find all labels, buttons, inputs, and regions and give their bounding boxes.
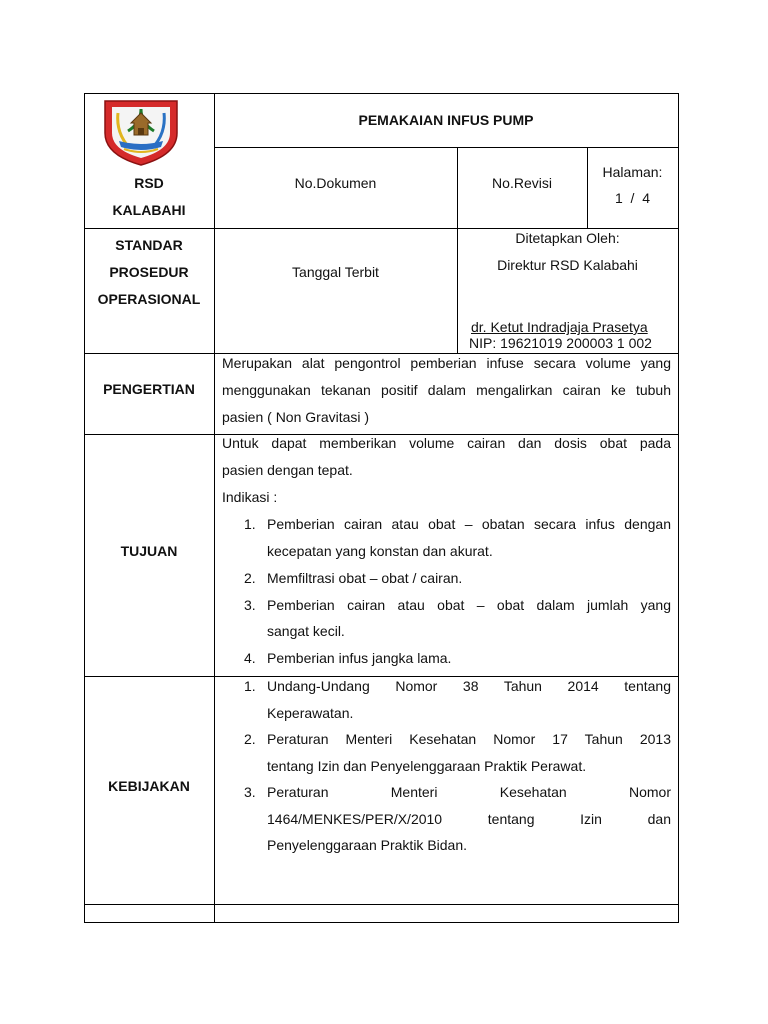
sop-label-line1: STANDAR: [115, 237, 183, 253]
list-item-number: 1.: [244, 516, 256, 532]
list-item-line: Peraturan Menteri Kesehatan Nomor 17 Tahun 2013: [267, 731, 671, 747]
institution-name-line1: RSD: [134, 175, 164, 191]
pengertian-line: pasien ( Non Gravitasi ): [222, 409, 370, 425]
document-number-label: No.Dokumen: [294, 175, 377, 191]
pengertian-heading: PENGERTIAN: [103, 381, 195, 397]
sop-label-line2: PROSEDUR: [109, 264, 189, 280]
table-rule: [84, 228, 679, 229]
tujuan-intro-line: Untuk dapat memberikan volume cairan dan dosis obat pada: [222, 435, 671, 451]
issue-date-label: Tanggal Terbit: [292, 264, 379, 280]
list-item-number: 4.: [244, 650, 256, 666]
list-item-number: 2.: [244, 731, 256, 747]
tujuan-heading: TUJUAN: [120, 543, 178, 559]
list-item-line: kecepatan yang konstan dan akurat.: [267, 543, 493, 559]
list-item-line: Pemberian cairan atau obat – obatan secara infus dengan: [267, 516, 671, 532]
list-item-line: Keperawatan.: [267, 705, 354, 721]
list-item-line: Penyelenggaraan Praktik Bidan.: [267, 837, 468, 853]
regional-government-emblem-icon: [101, 97, 181, 167]
page-label: Halaman:: [602, 164, 663, 180]
set-by-label: Ditetapkan Oleh:: [515, 230, 620, 246]
list-item-line: Peraturan Menteri Kesehatan Nomor: [267, 784, 671, 800]
list-item-line: Pemberian infus jangka lama.: [267, 650, 452, 666]
kebijakan-heading: KEBIJAKAN: [108, 778, 190, 794]
table-rule: [84, 904, 679, 905]
list-item-line: Undang-Undang Nomor 38 Tahun 2014 tentang: [267, 678, 671, 694]
page-value: 1 / 4: [614, 190, 651, 206]
indikasi-label: Indikasi :: [222, 489, 278, 505]
list-item-line: Pemberian cairan atau obat – obat dalam jumlah yang: [267, 597, 671, 613]
list-item-line: Memfiltrasi obat – obat / cairan.: [267, 570, 463, 586]
list-item-number: 3.: [244, 784, 256, 800]
signer-name: dr. Ketut Indradjaja Prasetya: [471, 319, 648, 335]
table-border-right: [678, 93, 679, 923]
table-column-rule: [587, 147, 588, 229]
list-item-line: tentang Izin dan Penyelenggaraan Praktik Perawat.: [267, 758, 587, 774]
table-rule: [214, 147, 679, 148]
list-item-line: 1464/MENKES/PER/X/2010 tentang Izin dan: [267, 811, 671, 827]
table-border-top: [84, 93, 679, 94]
list-item-number: 2.: [244, 570, 256, 586]
pengertian-line: menggunakan tekanan positif dalam mengalirkan cairan ke tubuh: [222, 382, 671, 398]
director-label: Direktur RSD Kalabahi: [497, 257, 638, 273]
list-item-number: 3.: [244, 597, 256, 613]
list-item-line: sangat kecil.: [267, 623, 345, 639]
document-title: PEMAKAIAN INFUS PUMP: [358, 112, 534, 128]
table-column-rule: [214, 93, 215, 923]
institution-name-line2: KALABAHI: [112, 202, 186, 218]
table-rule: [84, 676, 679, 677]
sop-label-line3: OPERASIONAL: [97, 291, 201, 307]
signer-nip: NIP: 19621019 200003 1 002: [469, 335, 652, 351]
tujuan-intro-line: pasien dengan tepat.: [222, 462, 353, 478]
list-item-number: 1.: [244, 678, 256, 694]
table-border-bottom: [84, 922, 679, 923]
revision-number-label: No.Revisi: [492, 175, 552, 191]
pengertian-line: Merupakan alat pengontrol pemberian infuse secara volume yang: [222, 355, 671, 371]
table-rule: [84, 353, 679, 354]
